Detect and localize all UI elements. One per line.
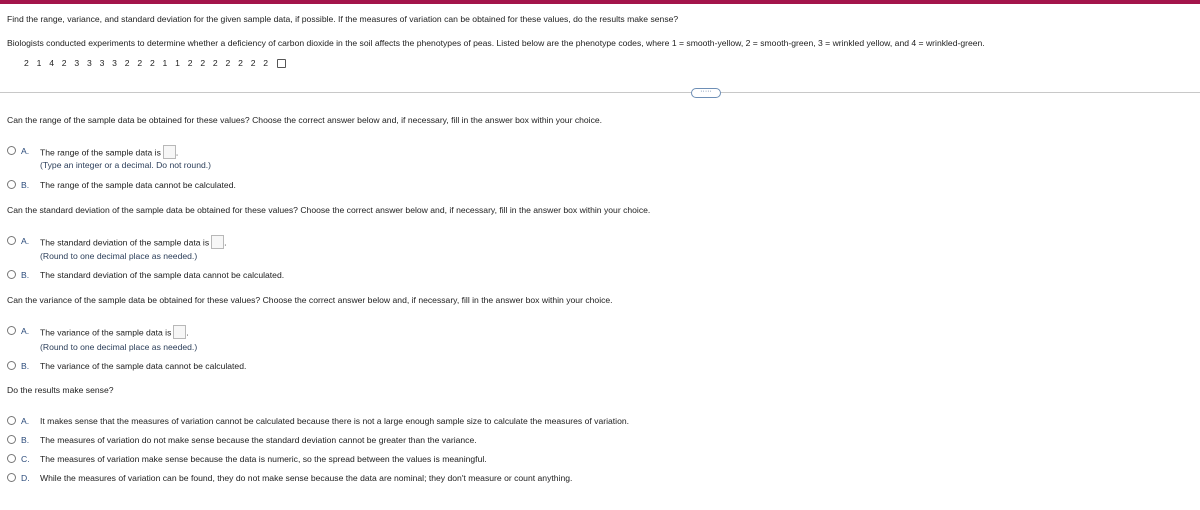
- data-value: 2: [61, 58, 67, 68]
- hint-range: (Type an integer or a decimal. Do not round.): [40, 160, 212, 170]
- problem-instruction: Find the range, variance, and standard deviation for the given sample data, if possible. If the measures of variation can be obtained for these values, do the results make sense?: [7, 14, 679, 24]
- radio-variance-b[interactable]: [7, 361, 16, 370]
- data-value: 2: [137, 58, 143, 68]
- hint-sd: (Round to one decimal place as needed.): [40, 251, 198, 261]
- data-value: 3: [112, 58, 117, 68]
- question-sd-prompt: Can the standard deviation of the sample data be obtained for these values? Choose the correct answer below and, if necessary, fill in the answer box within your choice.: [7, 205, 651, 215]
- option-letter-a: A.: [21, 146, 30, 156]
- radio-sense-d[interactable]: [7, 473, 16, 482]
- option-letter-b: B.: [21, 361, 30, 371]
- data-value: 4: [49, 58, 54, 68]
- expand-more-button[interactable]: ·····: [691, 88, 721, 98]
- radio-sense-a[interactable]: [7, 416, 16, 425]
- data-value: 2: [225, 58, 231, 68]
- option-letter-b: B.: [21, 435, 30, 445]
- radio-sd-a[interactable]: [7, 236, 16, 245]
- data-value: 2: [124, 58, 130, 68]
- data-value: 3: [86, 58, 92, 68]
- data-value: 2: [200, 58, 206, 68]
- data-value: 2: [24, 58, 29, 68]
- radio-sense-c[interactable]: [7, 454, 16, 463]
- option-sd-b[interactable]: The standard deviation of the sample data cannot be calculated.: [40, 270, 285, 280]
- option-variance-a[interactable]: [40, 326, 189, 340]
- data-value: 3: [74, 58, 80, 68]
- period-text: .: [175, 147, 179, 158]
- option-range-b[interactable]: The range of the sample data cannot be calculated.: [40, 180, 236, 190]
- data-value: 1: [162, 58, 168, 68]
- option-letter-d: D.: [21, 473, 30, 483]
- radio-sd-b[interactable]: [7, 270, 16, 279]
- question-variance-prompt: Can the variance of the sample data be obtained for these values? Choose the correct answer below and, if necessary, fill in the answer box within your choice.: [7, 295, 613, 305]
- radio-variance-a[interactable]: [7, 326, 16, 335]
- option-range-a[interactable]: [40, 146, 178, 160]
- option-text: The range of the sample data is: [40, 147, 161, 158]
- option-letter-a: A.: [21, 236, 30, 246]
- option-letter-c: C.: [21, 454, 30, 464]
- option-sense-d[interactable]: While the measures of variation can be found, they do not make sense because the data are nominal; they don't measure or count anything.: [40, 473, 573, 483]
- period-text: .: [224, 237, 227, 248]
- top-accent-bar: [0, 0, 1200, 4]
- data-value: 2: [250, 58, 256, 68]
- question-range-prompt: Can the range of the sample data be obtained for these values? Choose the correct answer below and, if necessary, fill in the answer box within your choice.: [7, 115, 603, 125]
- data-value: 2: [187, 58, 193, 68]
- radio-range-b[interactable]: [7, 180, 16, 189]
- copy-data-icon[interactable]: [277, 59, 286, 68]
- problem-context: Biologists conducted experiments to determine whether a deficiency of carbon dioxide in the soil affects the phenotypes of peas. Listed below are the phenotype codes, where 1 = smooth-yellow, 2 = smooth-green, 3 = wrinkled yellow, and 4 = wrinkled-green.: [7, 38, 985, 48]
- data-value: 2: [238, 58, 243, 68]
- radio-range-a[interactable]: [7, 146, 16, 155]
- option-sense-c[interactable]: The measures of variation make sense because the data is numeric, so the spread between the values is meaningful.: [40, 454, 487, 464]
- option-sense-a[interactable]: It makes sense that the measures of variation cannot be calculated because there is not a large enough sample size to calculate the measures of variation.: [40, 416, 630, 426]
- answer-box-variance[interactable]: [173, 325, 189, 339]
- option-letter-b: B.: [21, 270, 30, 280]
- option-letter-a: A.: [21, 326, 30, 336]
- option-letter-a: A.: [21, 416, 30, 426]
- data-value: 1: [175, 58, 180, 68]
- data-value: 2: [263, 58, 269, 68]
- option-sense-b[interactable]: The measures of variation do not make sense because the standard deviation cannot be greater than the variance.: [40, 435, 477, 445]
- option-letter-b: B.: [21, 180, 30, 190]
- period-text: .: [186, 327, 189, 338]
- data-value: 1: [36, 58, 42, 68]
- option-text: The variance of the sample data is: [40, 327, 172, 338]
- sample-data-list: [24, 58, 286, 68]
- data-value: 2: [212, 58, 218, 68]
- radio-sense-b[interactable]: [7, 435, 16, 444]
- section-divider: [0, 92, 1200, 93]
- data-value: 2: [149, 58, 155, 68]
- option-sd-a[interactable]: [40, 236, 227, 250]
- option-text: The standard deviation of the sample data is: [40, 237, 210, 248]
- answer-box-range[interactable]: [163, 145, 179, 159]
- data-value: 3: [99, 58, 105, 68]
- hint-variance: (Round to one decimal place as needed.): [40, 342, 198, 352]
- option-variance-b[interactable]: The variance of the sample data cannot be calculated.: [40, 361, 247, 371]
- question-sense-prompt: Do the results make sense?: [7, 385, 114, 395]
- answer-box-sd[interactable]: [211, 235, 227, 249]
